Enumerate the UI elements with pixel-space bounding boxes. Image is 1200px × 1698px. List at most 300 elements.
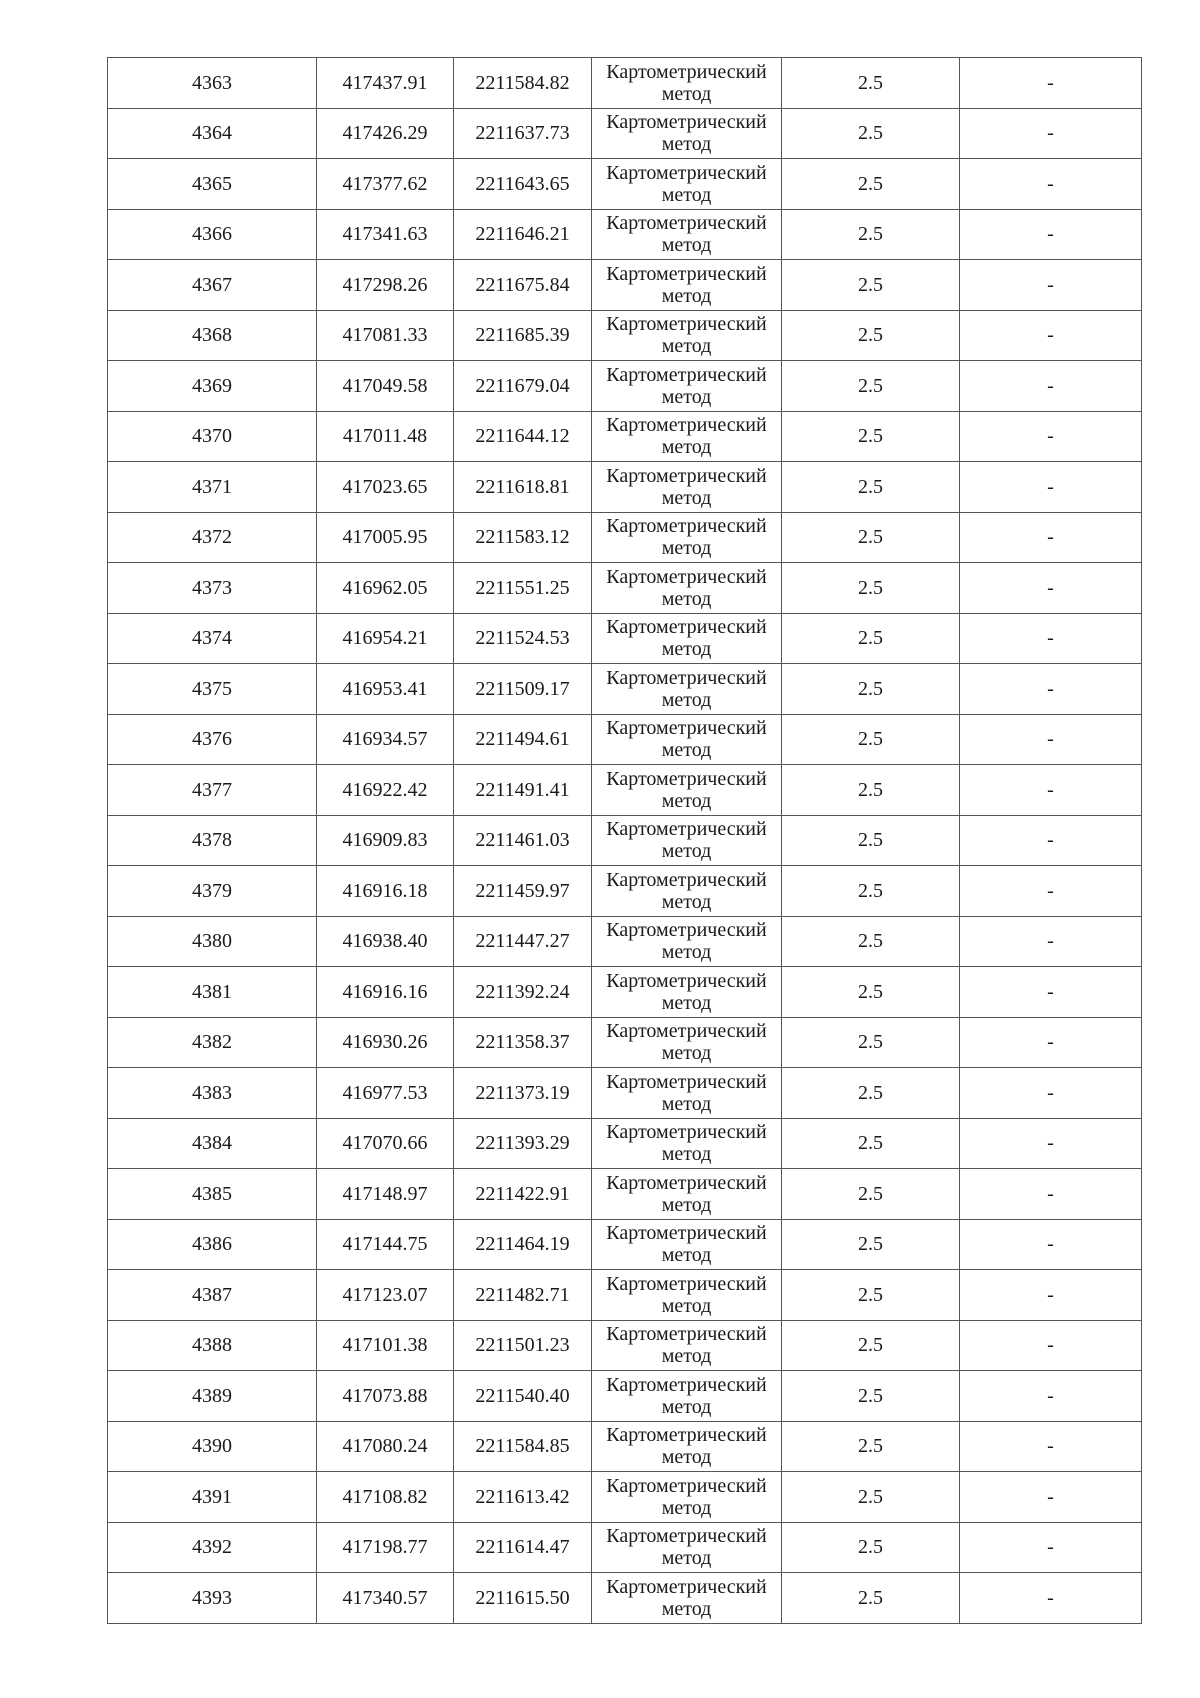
y-coordinate-cell [454,866,592,917]
method-line-1: Картометрический [606,1222,767,1245]
accuracy-value: 2.5 [858,980,883,1003]
point-number: 4367 [192,273,232,296]
note-cell [960,260,1142,311]
y-coordinate: 2211494.61 [475,728,570,751]
note-value: - [1047,273,1054,296]
method-line-1: Картометрический [606,1121,767,1144]
point-number: 4365 [192,172,232,195]
x-coordinate-cell [317,815,454,866]
coordinates-table-body [108,58,1142,1624]
y-coordinate-cell [454,411,592,462]
x-coordinate: 417080.24 [342,1435,428,1458]
x-coordinate-cell [317,1169,454,1220]
note-cell [960,664,1142,715]
y-coordinate-cell [454,108,592,159]
accuracy-value: 2.5 [858,526,883,549]
method-line-2: метод [661,1597,712,1620]
table-row [108,563,1142,614]
y-coordinate: 2211358.37 [475,1031,570,1054]
method-cell [592,967,782,1018]
point-number: 4384 [192,1132,232,1155]
method-line-2: метод [661,234,712,257]
point-number-cell [108,765,317,816]
x-coordinate-cell [317,1371,454,1422]
accuracy-cell [782,1421,960,1472]
x-coordinate: 416916.16 [342,980,428,1003]
method-cell [592,1118,782,1169]
method-line-1: Картометрический [606,969,767,992]
point-number: 4377 [192,778,232,801]
method-line-1: Картометрический [606,666,767,689]
y-coordinate-cell [454,361,592,412]
method-line-2: метод [661,82,712,105]
note-value: - [1047,728,1054,751]
point-number: 4372 [192,526,232,549]
note-value: - [1047,1132,1054,1155]
table-row [108,1118,1142,1169]
accuracy-value: 2.5 [858,677,883,700]
method-line-1: Картометрический [606,767,767,790]
note-cell [960,512,1142,563]
x-coordinate-cell [317,967,454,1018]
accuracy-value: 2.5 [858,1536,883,1559]
accuracy-value: 2.5 [858,1384,883,1407]
x-coordinate-cell [317,765,454,816]
y-coordinate-cell [454,159,592,210]
table-row [108,1421,1142,1472]
table-row [108,1472,1142,1523]
method-line-2: метод [661,941,712,964]
method-cell [592,1219,782,1270]
table-row [108,1219,1142,1270]
x-coordinate: 416916.18 [342,879,428,902]
y-coordinate-cell [454,563,592,614]
note-cell [960,58,1142,109]
coordinates-table [107,57,1142,1624]
method-line-2: метод [661,133,712,156]
y-coordinate-cell [454,1219,592,1270]
method-cell [592,563,782,614]
note-cell [960,916,1142,967]
note-value: - [1047,374,1054,397]
method-line-1: Картометрический [606,1424,767,1447]
x-coordinate: 417049.58 [342,374,428,397]
y-coordinate-cell [454,916,592,967]
method-line-2: метод [661,537,712,560]
y-coordinate: 2211524.53 [475,627,570,650]
table-row [108,462,1142,513]
point-number-cell [108,613,317,664]
table-row [108,1371,1142,1422]
accuracy-value: 2.5 [858,71,883,94]
method-line-1: Картометрический [606,1373,767,1396]
method-cell [592,310,782,361]
y-coordinate: 2211509.17 [475,677,570,700]
point-number-cell [108,310,317,361]
note-cell [960,613,1142,664]
point-number-cell [108,1017,317,1068]
method-line-1: Картометрический [606,414,767,437]
accuracy-value: 2.5 [858,829,883,852]
x-coordinate: 417298.26 [342,273,428,296]
note-cell [960,1320,1142,1371]
x-coordinate: 417426.29 [342,122,428,145]
note-cell [960,1118,1142,1169]
y-coordinate-cell [454,58,592,109]
note-value: - [1047,526,1054,549]
x-coordinate-cell [317,512,454,563]
x-coordinate-cell [317,1320,454,1371]
accuracy-cell [782,815,960,866]
point-number: 4366 [192,223,232,246]
method-line-2: метод [661,789,712,812]
y-coordinate: 2211615.50 [475,1586,570,1609]
table-row [108,765,1142,816]
method-line-2: метод [661,739,712,762]
x-coordinate: 416934.57 [342,728,428,751]
accuracy-value: 2.5 [858,1485,883,1508]
x-coordinate: 417101.38 [342,1334,428,1357]
note-cell [960,159,1142,210]
accuracy-cell [782,411,960,462]
method-line-1: Картометрический [606,161,767,184]
note-cell [960,967,1142,1018]
x-coordinate: 416953.41 [342,677,428,700]
y-coordinate-cell [454,1522,592,1573]
table-row [108,714,1142,765]
y-coordinate-cell [454,815,592,866]
accuracy-value: 2.5 [858,1233,883,1256]
x-coordinate: 416954.21 [342,627,428,650]
accuracy-cell [782,108,960,159]
x-coordinate-cell [317,361,454,412]
x-coordinate-cell [317,1219,454,1270]
point-number-cell [108,1169,317,1220]
table-row [108,1017,1142,1068]
table-row [108,1169,1142,1220]
y-coordinate-cell [454,664,592,715]
y-coordinate: 2211618.81 [475,475,570,498]
method-line-2: метод [661,991,712,1014]
y-coordinate-cell [454,765,592,816]
method-cell [592,1371,782,1422]
method-cell [592,361,782,412]
x-coordinate: 417108.82 [342,1485,428,1508]
note-cell [960,866,1142,917]
accuracy-value: 2.5 [858,778,883,801]
x-coordinate-cell [317,209,454,260]
accuracy-cell [782,1068,960,1119]
note-value: - [1047,930,1054,953]
method-line-2: метод [661,183,712,206]
note-value: - [1047,1586,1054,1609]
note-cell [960,361,1142,412]
method-line-2: метод [661,1244,712,1267]
accuracy-value: 2.5 [858,1586,883,1609]
point-number: 4368 [192,324,232,347]
note-value: - [1047,980,1054,1003]
accuracy-value: 2.5 [858,172,883,195]
point-number: 4386 [192,1233,232,1256]
method-line-1: Картометрический [606,1070,767,1093]
method-cell [592,1320,782,1371]
table-row [108,108,1142,159]
y-coordinate: 2211551.25 [475,576,570,599]
y-coordinate: 2211482.71 [475,1283,570,1306]
note-value: - [1047,1536,1054,1559]
table-row [108,1573,1142,1624]
method-line-2: метод [661,1143,712,1166]
y-coordinate-cell [454,310,592,361]
point-number: 4382 [192,1031,232,1054]
y-coordinate: 2211392.24 [475,980,570,1003]
accuracy-value: 2.5 [858,273,883,296]
note-value: - [1047,324,1054,347]
method-cell [592,462,782,513]
note-cell [960,563,1142,614]
x-coordinate-cell [317,1118,454,1169]
y-coordinate: 2211637.73 [475,122,570,145]
table-row [108,967,1142,1018]
point-number-cell [108,1371,317,1422]
x-coordinate: 417081.33 [342,324,428,347]
note-cell [960,462,1142,513]
y-coordinate: 2211459.97 [475,879,570,902]
table-row [108,361,1142,412]
accuracy-value: 2.5 [858,475,883,498]
method-line-1: Картометрический [606,565,767,588]
y-coordinate: 2211613.42 [475,1485,570,1508]
x-coordinate-cell [317,866,454,917]
x-coordinate-cell [317,1421,454,1472]
accuracy-cell [782,967,960,1018]
method-cell [592,1472,782,1523]
x-coordinate-cell [317,260,454,311]
x-coordinate: 417011.48 [342,425,428,448]
y-coordinate: 2211584.85 [475,1435,570,1458]
table-row [108,411,1142,462]
table-row [108,866,1142,917]
note-value: - [1047,778,1054,801]
table-row [108,1522,1142,1573]
note-cell [960,765,1142,816]
x-coordinate: 417070.66 [342,1132,428,1155]
y-coordinate-cell [454,1573,592,1624]
note-cell [960,1421,1142,1472]
method-line-1: Картометрический [606,1323,767,1346]
note-cell [960,714,1142,765]
accuracy-cell [782,1371,960,1422]
x-coordinate: 417005.95 [342,526,428,549]
method-cell [592,1421,782,1472]
method-line-2: метод [661,890,712,913]
method-cell [592,765,782,816]
note-value: - [1047,223,1054,246]
x-coordinate-cell [317,1270,454,1321]
x-coordinate-cell [317,664,454,715]
accuracy-cell [782,1472,960,1523]
x-coordinate: 416922.42 [342,778,428,801]
point-number-cell [108,815,317,866]
y-coordinate: 2211447.27 [475,930,570,953]
y-coordinate-cell [454,613,592,664]
y-coordinate: 2211643.65 [475,172,570,195]
method-cell [592,108,782,159]
accuracy-cell [782,361,960,412]
point-number: 4374 [192,627,232,650]
point-number: 4371 [192,475,232,498]
point-number-cell [108,411,317,462]
accuracy-cell [782,1017,960,1068]
x-coordinate: 417340.57 [342,1586,428,1609]
method-line-1: Картометрический [606,1272,767,1295]
accuracy-cell [782,512,960,563]
point-number-cell [108,664,317,715]
note-value: - [1047,1182,1054,1205]
accuracy-value: 2.5 [858,1132,883,1155]
note-cell [960,1270,1142,1321]
point-number-cell [108,1522,317,1573]
y-coordinate: 2211373.19 [475,1081,570,1104]
y-coordinate-cell [454,1320,592,1371]
note-cell [960,1219,1142,1270]
y-coordinate: 2211461.03 [475,829,570,852]
point-number: 4363 [192,71,232,94]
point-number: 4376 [192,728,232,751]
method-line-2: метод [661,840,712,863]
accuracy-cell [782,1169,960,1220]
note-cell [960,1522,1142,1573]
point-number-cell [108,1270,317,1321]
x-coordinate: 416962.05 [342,576,428,599]
note-value: - [1047,1283,1054,1306]
method-cell [592,916,782,967]
table-row [108,260,1142,311]
method-line-2: метод [661,1496,712,1519]
accuracy-value: 2.5 [858,1334,883,1357]
table-row [108,58,1142,109]
x-coordinate-cell [317,411,454,462]
x-coordinate-cell [317,159,454,210]
point-number: 4388 [192,1334,232,1357]
table-row [108,209,1142,260]
accuracy-cell [782,1118,960,1169]
y-coordinate: 2211540.40 [475,1384,570,1407]
note-value: - [1047,1334,1054,1357]
y-coordinate: 2211501.23 [475,1334,570,1357]
accuracy-cell [782,310,960,361]
note-value: - [1047,879,1054,902]
x-coordinate-cell [317,310,454,361]
accuracy-value: 2.5 [858,374,883,397]
method-line-1: Картометрический [606,1020,767,1043]
method-line-1: Картометрический [606,60,767,83]
method-line-2: метод [661,1092,712,1115]
x-coordinate-cell [317,613,454,664]
y-coordinate: 2211584.82 [475,71,570,94]
note-value: - [1047,1485,1054,1508]
method-line-2: метод [661,335,712,358]
point-number: 4390 [192,1435,232,1458]
accuracy-value: 2.5 [858,728,883,751]
method-cell [592,411,782,462]
x-coordinate: 416909.83 [342,829,428,852]
note-value: - [1047,1081,1054,1104]
y-coordinate: 2211464.19 [475,1233,570,1256]
note-cell [960,1017,1142,1068]
point-number-cell [108,108,317,159]
method-line-1: Картометрический [606,363,767,386]
method-line-1: Картометрический [606,1575,767,1598]
note-value: - [1047,576,1054,599]
method-cell [592,815,782,866]
y-coordinate: 2211644.12 [475,425,570,448]
point-number-cell [108,1320,317,1371]
point-number: 4380 [192,930,232,953]
method-line-2: метод [661,436,712,459]
method-cell [592,1522,782,1573]
table-row [108,159,1142,210]
x-coordinate-cell [317,1573,454,1624]
note-cell [960,108,1142,159]
note-cell [960,815,1142,866]
accuracy-value: 2.5 [858,627,883,650]
method-cell [592,664,782,715]
y-coordinate-cell [454,1371,592,1422]
x-coordinate: 417148.97 [342,1182,428,1205]
x-coordinate: 417023.65 [342,475,428,498]
note-cell [960,209,1142,260]
method-cell [592,1573,782,1624]
note-value: - [1047,627,1054,650]
method-cell [592,866,782,917]
point-number-cell [108,1068,317,1119]
accuracy-cell [782,613,960,664]
y-coordinate: 2211393.29 [475,1132,570,1155]
table-row [108,1270,1142,1321]
y-coordinate-cell [454,1118,592,1169]
x-coordinate-cell [317,58,454,109]
x-coordinate-cell [317,1017,454,1068]
table-row [108,815,1142,866]
method-line-1: Картометрический [606,1474,767,1497]
accuracy-cell [782,462,960,513]
point-number-cell [108,58,317,109]
y-coordinate-cell [454,1270,592,1321]
method-line-1: Картометрический [606,717,767,740]
note-cell [960,1472,1142,1523]
x-coordinate: 417123.07 [342,1283,428,1306]
y-coordinate-cell [454,1421,592,1472]
y-coordinate-cell [454,260,592,311]
point-number: 4373 [192,576,232,599]
y-coordinate: 2211491.41 [475,778,570,801]
point-number: 4387 [192,1283,232,1306]
point-number-cell [108,209,317,260]
y-coordinate: 2211422.91 [475,1182,570,1205]
method-line-1: Картометрический [606,1171,767,1194]
method-line-2: метод [661,1395,712,1418]
x-coordinate: 416938.40 [342,930,428,953]
method-cell [592,209,782,260]
x-coordinate-cell [317,1472,454,1523]
method-cell [592,1068,782,1119]
point-number: 4375 [192,677,232,700]
point-number-cell [108,512,317,563]
accuracy-cell [782,866,960,917]
x-coordinate-cell [317,108,454,159]
note-cell [960,1371,1142,1422]
